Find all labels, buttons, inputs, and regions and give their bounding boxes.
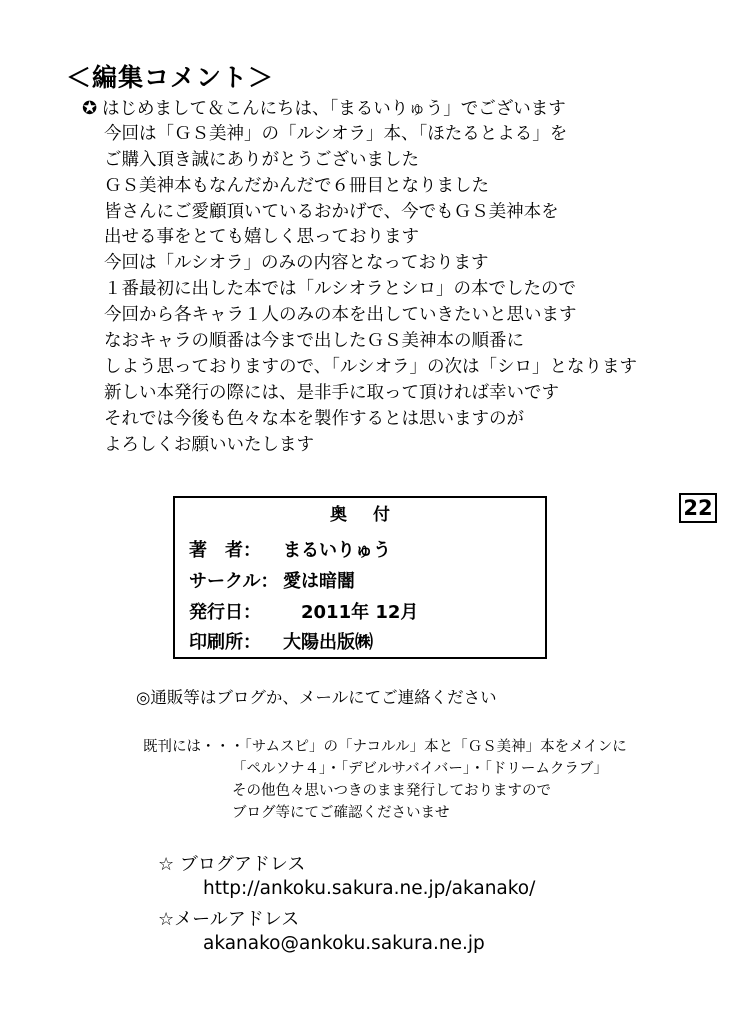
comment-line: 新しい本発行の際には、是非手に取って頂ければ幸いです	[104, 382, 559, 403]
colophon-label: 印刷所：	[189, 632, 261, 653]
comment-line: ご購入頂き誠にありがとうございました	[104, 149, 419, 170]
past-works-line: 既刊には・・・「サムスピ」の「ナコルル」本と「ＧＳ美神」本をメインに	[143, 739, 627, 755]
comment-line: ＧＳ美神本もなんだかんだで６冊目となりました	[104, 175, 489, 196]
comment-line: しよう思っておりますので、「ルシオラ」の次は「シロ」となります	[104, 356, 637, 377]
colophon-title: 奥付	[330, 505, 416, 525]
editor-comment	[82, 96, 642, 458]
colophon-row-author	[189, 536, 391, 562]
colophon-row-printer	[189, 628, 373, 654]
comment-line: 今回から各キャラ１人のみの本を出していきたいと思います	[104, 305, 577, 326]
past-works-line: ブログ等にてご確認くださいませ	[232, 805, 450, 821]
mail-address[interactable]: akanako@ankoku.sakura.ne.jp	[203, 933, 485, 954]
colophon-value: 大陽出版㈱	[283, 632, 373, 653]
colophon-row-circle	[189, 567, 355, 593]
past-works-line: その他色々思いつきのまま発行しておりますので	[232, 783, 551, 799]
comment-line: 皆さんにご愛顧頂いているおかげで、今でもＧＳ美神本を	[104, 201, 559, 222]
colophon-label: 発行日：	[189, 602, 261, 623]
comment-line: それでは今後も色々な本を製作するとは思いますのが	[104, 408, 524, 429]
page-heading: ＜編集コメント＞	[66, 63, 275, 92]
colophon-value: 2011年 12月	[283, 602, 419, 623]
page-number: 22	[679, 493, 717, 523]
colophon-value: 愛は暗闇	[283, 571, 355, 592]
star-icon: ✪	[82, 98, 98, 119]
mail-heading: ☆メールアドレス	[158, 909, 300, 930]
comment-line: １番最初に出した本では「ルシオラとシロ」の本でしたので	[104, 279, 577, 300]
colophon-value: まるいりゅう	[283, 540, 391, 561]
colophon-label: サークル：	[189, 571, 279, 592]
past-works	[143, 736, 627, 824]
mail-order-notice: ◎通販等はブログか、メールにてご連絡ください	[136, 688, 497, 707]
comment-line: 今回は「ＧＳ美神」の「ルシオラ」本、「ほたるとよる」を	[104, 123, 568, 144]
comment-line: ✪ はじめまして＆こんにちは、「まるいりゅう」でございます	[82, 96, 642, 122]
past-works-line: 「ペルソナ４」・「デビルサバイバー」・「ドリームクラブ」	[232, 761, 608, 777]
blog-heading: ☆ ブログアドレス	[158, 854, 306, 875]
colophon-label: 著 者：	[189, 540, 261, 561]
blog-url[interactable]: http://ankoku.sakura.ne.jp/akanako/	[203, 878, 536, 899]
colophon-row-date	[189, 598, 418, 624]
comment-line: よろしくお願いいたします	[104, 434, 314, 455]
comment-line: 今回は「ルシオラ」のみの内容となっております	[104, 253, 489, 274]
comment-line: なおキャラの順番は今まで出したＧＳ美神本の順番に	[104, 331, 524, 352]
colophon-box	[173, 496, 547, 659]
comment-line: 出せる事をとても嬉しく思っております	[104, 227, 419, 248]
